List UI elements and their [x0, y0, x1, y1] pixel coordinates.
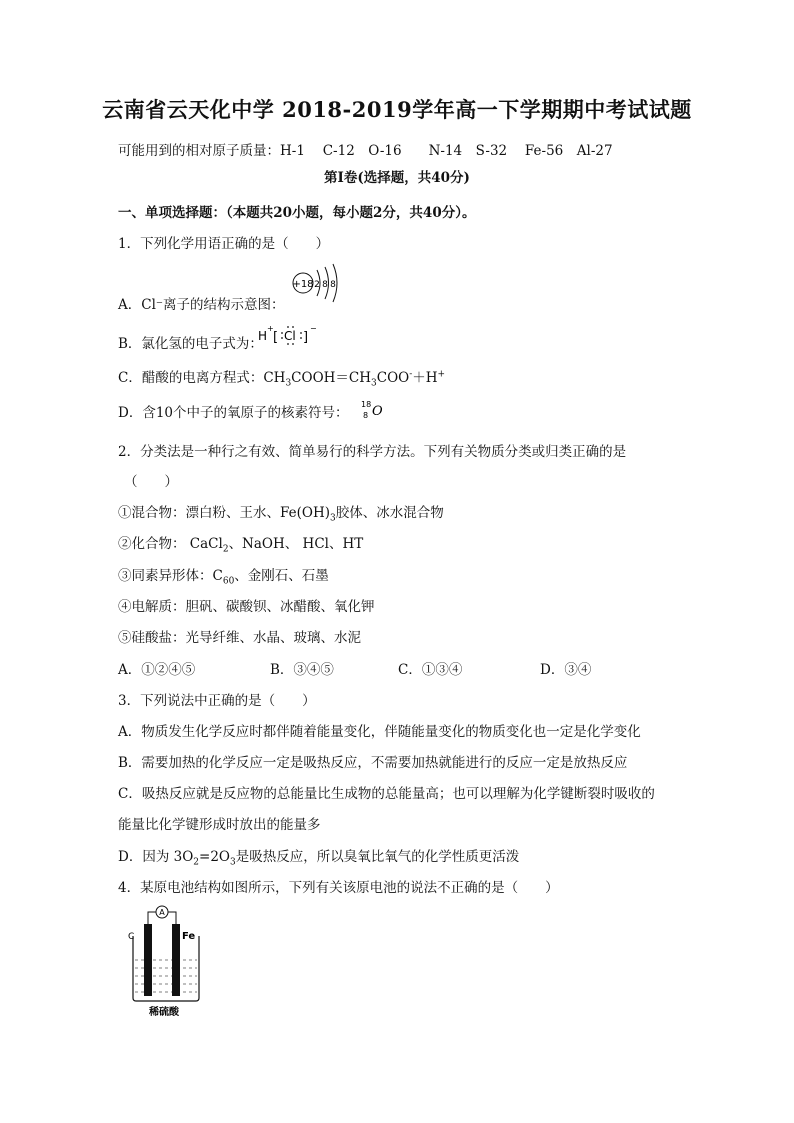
- q2-item-2: ②化合物： CaCl$_2$、NaOH、 HCl、HT: [118, 536, 364, 555]
- oxygen-18-nuclide-symbol: [361, 398, 385, 422]
- shell-2-electrons: 8: [322, 280, 328, 290]
- q2-item-3: [118, 564, 329, 587]
- page-title: 云南省云天化中学 2018-2019学年高一下学期期中考试试题: [102, 97, 692, 122]
- q2-option-b: B．③④⑤: [270, 662, 334, 678]
- q1-option-c-part4: ＋H: [412, 370, 438, 386]
- svg-text:[: [: [273, 330, 279, 345]
- carbon-electrode: [144, 924, 152, 996]
- q3-option-d-part1: D．因为 3O: [118, 849, 194, 865]
- q1-option-d: [118, 401, 349, 421]
- q1-option-b-text: B．氯化氢的电子式为：: [118, 336, 263, 352]
- q1-option-d-text: D．含10个中子的氧原子的核素符号：: [118, 405, 349, 421]
- q3-option-b: B．需要加热的化学反应一定是吸热反应，不需要加热就能进行的反应一定是放热反应: [118, 755, 628, 771]
- q2-option-c: C．①③④: [398, 662, 463, 678]
- q1-option-a-text: A．Cl⁻离子的结构示意图：: [118, 297, 285, 313]
- q4-stem: 4．某原电池结构如图所示，下列有关该原电池的说法不正确的是（ ）: [118, 880, 559, 896]
- q3-option-d-part3: 是吸热反应，所以臭氧比氧气的化学性质更活泼: [235, 849, 520, 865]
- left-electrode-label: C: [128, 932, 135, 942]
- q3-option-c-line-1: C．吸热反应就是反应物的总能量比生成物的总能量高；也可以理解为化学键断裂时吸收的: [118, 786, 655, 802]
- q2-item-2-text: ②化合物： CaCl: [118, 536, 223, 552]
- q1-option-c-part3: COO: [376, 370, 410, 386]
- atomic-number: 8: [363, 411, 369, 420]
- q2-item-1-text: ①混合物：漂白粉、王水、Fe(OH): [118, 505, 330, 521]
- cl-charge: −: [310, 324, 317, 333]
- q1-option-b: [118, 332, 263, 352]
- q2-item-2-tail: 、NaOH、 HCl、HT: [228, 536, 364, 552]
- q1-stem: 1．下列化学用语正确的是（ ）: [118, 236, 330, 252]
- cl-symbol: Cl: [284, 329, 296, 343]
- q2-item-5: ⑤硅酸盐：光导纤维、水晶、玻璃、水泥: [118, 630, 361, 646]
- q2-option-d: D．③④: [540, 662, 592, 678]
- q3-option-d-part2: =2O: [199, 849, 230, 865]
- hcl-electron-formula: [258, 322, 320, 348]
- part-heading: 一、单项选择题：（本题共20小题，每小题2分，共40分）。: [118, 205, 476, 221]
- electrolyte-label: 稀硫酸: [149, 1007, 179, 1018]
- q1-option-c: C．醋酸的电离方程式：$CH_3COOH=CH_3COO^-+H^+$: [118, 369, 446, 389]
- q2-answer-paren: （ ）: [124, 474, 178, 490]
- cl-ion-structure-diagram: [290, 262, 350, 302]
- q2-item-3-sub: 60: [222, 576, 235, 587]
- element-symbol: O: [372, 404, 383, 419]
- h-charge: +: [267, 324, 274, 333]
- mass-number: 18: [361, 400, 372, 409]
- atomic-masses: 可能用到的相对原子质量：H-1 C-12 O-16 N-14 S-32 Fe-56 Al-27: [118, 143, 613, 159]
- ammeter-label: A: [159, 908, 165, 917]
- galvanic-cell-figure: [118, 902, 218, 1018]
- q2-stem: 2．分类法是一种行之有效、简单易行的科学方法。下列有关物质分类或归类正确的是: [118, 444, 627, 460]
- q2-item-1-tail: 胶体、冰水混合物: [335, 505, 444, 521]
- right-wire: [168, 912, 176, 924]
- section-title: 第Ⅰ卷(选择题，共40分): [324, 170, 470, 186]
- q2-item-3-text: ③同素异形体：C: [118, 568, 223, 584]
- q1-option-a: [118, 293, 285, 313]
- shell-1-electrons: 2: [314, 280, 320, 290]
- q3-option-a: A．物质发生化学反应时都伴随着能量变化，伴随能量变化的物质变化也一定是化学变化: [118, 724, 641, 740]
- q3-option-c-line-2: 能量比化学键形成时放出的能量多: [118, 817, 321, 833]
- h-symbol: H: [258, 329, 268, 343]
- q2-item-4: ④电解质：胆矾、碳酸钡、冰醋酸、氧化钾: [118, 599, 375, 615]
- q1-option-c-part1: C．醋酸的电离方程式：CH: [118, 370, 286, 386]
- svg-text:]: ]: [303, 330, 309, 345]
- beaker: [133, 936, 199, 1001]
- q1-option-c-part2: COOH＝CH: [291, 370, 372, 386]
- q2-option-a: A．①②④⑤: [118, 662, 196, 678]
- right-electrode-label: Fe: [182, 931, 196, 942]
- left-wire: [148, 912, 156, 924]
- nucleus-charge: +18: [292, 279, 314, 290]
- q3-stem: 3．下列说法中正确的是（ ）: [118, 693, 316, 709]
- iron-electrode: [172, 924, 180, 996]
- q3-option-d: D．因为 $3O_2=2O_3$是吸热反应，所以臭氧比氧气的化学性质更活泼: [118, 849, 520, 868]
- q2-item-1: ①混合物：漂白粉、王水、$Fe(OH)_3$胶体、冰水混合物: [118, 505, 444, 524]
- shell-3-electrons: 8: [330, 280, 336, 290]
- q2-item-3-tail: 、金刚石、石墨: [234, 568, 329, 584]
